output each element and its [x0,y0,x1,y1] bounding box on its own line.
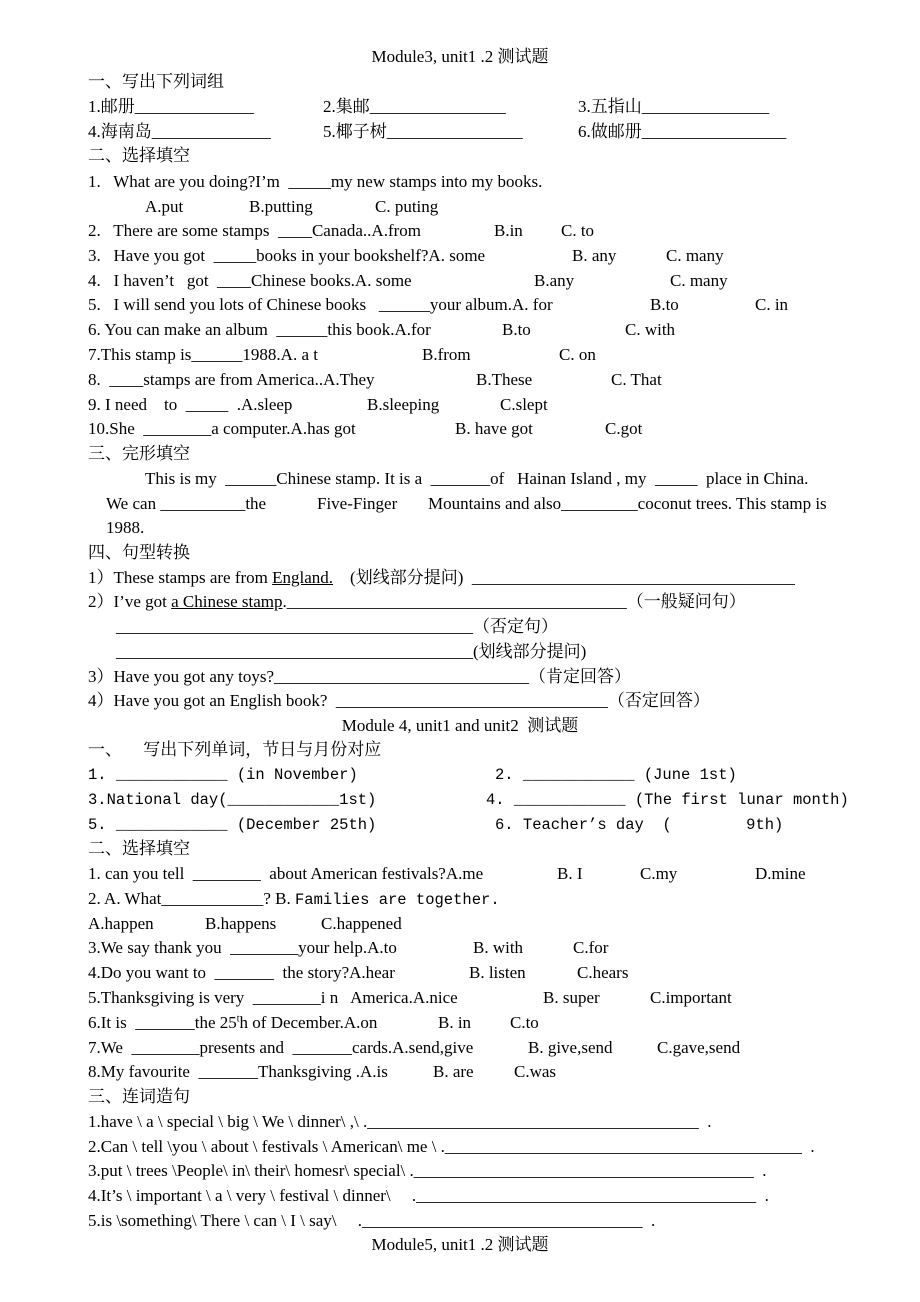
m4-q1-option: C.my [640,864,678,883]
m3-q8: 8. ____stamps are from America..A.They [88,370,375,389]
m3-q4-option: B.any [534,271,575,290]
m4-q4-option: B. listen [469,963,526,982]
m3-q3: 3. Have you got _____books in your bookshelf?A. some [88,246,486,265]
m4-s1-item: 4. ____________ (The first lunar month) [486,791,849,809]
m3-q3-option: C. many [666,246,724,265]
m3-transform-q2-line: __________________________________________（否定句） [116,617,558,636]
m3-q1-option: C. puting [375,197,439,216]
m3-cloze-line: 1988. [106,518,145,537]
m3-q7-option: B.from [422,345,471,364]
m4-section2-heading: 二、选择填空 [88,839,190,858]
m4-q3-option: C.for [573,938,609,957]
m3-q8-option: B.These [476,370,533,389]
m3-cloze-line: This is my ______Chinese stamp. It is a _______of Hainan Island , my _____ place in China. [145,469,809,488]
m3-q7-option: C. on [559,345,596,364]
m3-s1-item: 5.椰子树________________ [323,122,523,141]
m4-q1-option: D.mine [755,864,806,883]
module5-title: Module5, unit1 .2 测试题 [371,1235,549,1254]
m4-s1-item: 6. Teacher’s day ( 9th) [495,816,784,834]
m4-q5: 5.Thanksgiving is very ________i n America.A.nice [88,988,458,1007]
m3-q10: 10.She ________a computer.A.has got [88,419,356,438]
m4-q5-option: B. super [543,988,600,1007]
m3-q6: 6. You can make an album ______this book.A.for [88,320,431,339]
m4-sentence-q2: 2.Can \ tell \you \ about \ festivals \ American\ me \ .__________________________________________ . [88,1137,815,1156]
m4-q3-option: B. with [473,938,524,957]
m4-q8-option: B. are [433,1062,474,1081]
m3-transform-q1: 1）These stamps are from England. (划线部分提问) ______________________________________ [88,568,795,587]
m4-q1-option: B. I [557,864,583,883]
m4-q2-option: C.happened [321,914,402,933]
m3-q9-option: B.sleeping [367,395,440,414]
m4-q8-option: C.was [514,1062,557,1081]
m3-q8-option: C. That [611,370,662,389]
m3-s1-item: 3.五指山_______________ [578,97,770,116]
m3-q5: 5. I will send you lots of Chinese books ______your album.A. for [88,295,553,314]
m3-q5-option: C. in [755,295,789,314]
m3-q2: 2. There are some stamps ____Canada..A.from [88,221,421,240]
m3-q6-option: C. with [625,320,676,339]
m3-q2-option: B.in [494,221,523,240]
m3-transform-q4: 4）Have you got an English book? ________________________________（否定回答） [88,691,710,710]
m3-cloze-line: We can __________the [106,494,267,513]
module3-title: Module3, unit1 .2 测试题 [371,47,549,66]
m4-section3-heading: 三、连词造句 [88,1087,190,1106]
m4-sentence-q1: 1.have \ a \ special \ big \ We \ dinner\ ,\ ._______________________________________ . [88,1112,712,1131]
m3-q1: 1. What are you doing?I’m _____my new stamps into my books. [88,172,543,191]
m3-section1-heading: 一、写出下列词组 [88,72,224,91]
m4-s1-item: 1. ____________ (in November) [88,766,358,784]
m4-q7-option: C.gave,send [657,1038,741,1057]
m3-cloze-line: Mountains and also_________coconut trees. This stamp is [428,494,827,513]
m4-sentence-q5: 5.is \something\ There \ can \ I \ say\ ._________________________________ . [88,1211,656,1230]
m3-section4-heading: 四、句型转换 [88,543,190,562]
m4-q4: 4.Do you want to _______ the story?A.hear [88,963,395,982]
m4-q2-option: A.happen [88,914,154,933]
m3-cloze-line: Five-Finger [317,494,398,513]
m4-sentence-q3: 3.put \ trees \People\ in\ their\ homesr\ special\ .________________________________________ . [88,1161,767,1180]
m3-section3-heading: 三、完形填空 [88,444,190,463]
m4-section1-heading: 一、 写出下列单词，节日与月份对应 [88,740,382,759]
module4-title: Module 4, unit1 and unit2 测试题 [341,716,579,735]
m3-q1-option: A.put [145,197,184,216]
m4-q2: 2. A. What____________? B. Families are together. [88,889,500,909]
m4-q6-option: C.to [510,1013,539,1032]
m4-q1: 1. can you tell ________ about American festivals?A.me [88,864,484,883]
m3-s1-item: 1.邮册______________ [88,97,254,116]
m3-section2-heading: 二、选择填空 [88,146,190,165]
m3-q2-option: C. to [561,221,595,240]
m3-q9-option: C.slept [500,395,548,414]
m3-q6-option: B.to [502,320,531,339]
m3-s1-item: 4.海南岛______________ [88,122,271,141]
m4-s1-item: 5. ____________ (December 25th) [88,816,377,834]
m4-q5-option: C.important [650,988,732,1007]
m4-q7-option: B. give,send [528,1038,613,1057]
m3-q5-option: B.to [650,295,679,314]
m3-transform-q2: 2）I’ve got a Chinese stamp.________________________________________（一般疑问句） [88,592,746,611]
m3-q3-option: B. any [572,246,617,265]
m3-s1-item: 6.做邮册_________________ [578,122,787,141]
m4-q6: 6.It is _______the 25$^t$h of December.A.on [88,1013,378,1032]
m4-s1-item: 2. ____________ (June 1st) [495,766,737,784]
m3-q10-option: B. have got [455,419,533,438]
m3-q9: 9. I need to _____ .A.sleep [88,395,293,414]
m4-q7: 7.We ________presents and _______cards.A.send,give [88,1038,474,1057]
m3-q4: 4. I haven’t got ____Chinese books.A. some [88,271,412,290]
m3-q1-option: B.putting [249,197,313,216]
m4-s1-item: 3.National day(____________1st) [88,791,377,809]
m4-q4-option: C.hears [577,963,629,982]
m3-s1-item: 2.集邮________________ [323,97,506,116]
m3-q10-option: C.got [605,419,643,438]
m4-q3: 3.We say thank you ________your help.A.to [88,938,397,957]
m3-transform-q3: 3）Have you got any toys?______________________________（肯定回答） [88,667,632,686]
m4-q6-option: B. in [438,1013,472,1032]
m3-transform-q2-line: __________________________________________(划线部分提问) [116,642,587,661]
m4-q2-option: B.happens [205,914,277,933]
m4-q8: 8.My favourite _______Thanksgiving .A.is [88,1062,388,1081]
m3-q4-option: C. many [670,271,728,290]
m4-sentence-q4: 4.It’s \ important \ a \ very \ festival \ dinner\ .________________________________________ . [88,1186,769,1205]
m3-q7: 7.This stamp is______1988.A. a t [88,345,318,364]
